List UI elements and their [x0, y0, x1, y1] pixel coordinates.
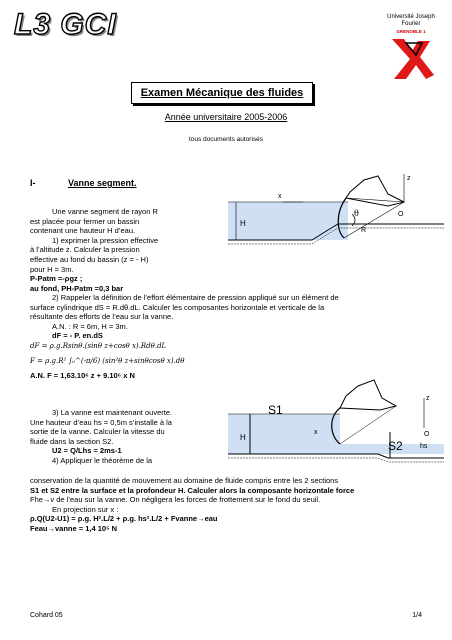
answer-3: U2 = Q/Lhs = 2ms-1 [52, 446, 122, 456]
question-1-line-4: pour H = 3m. [30, 264, 74, 274]
question-4-line-4: Fhe→v de l’eau sur la vanne. On négligera les forces de frottement sur le fond du seuil. [30, 495, 321, 505]
fig1-R-label: R [361, 227, 367, 234]
answer-2-formula-2: F = ρ.g.R² ∫₀^(-π/6) (sin²θ z+sinθcosθ x).dθ [30, 356, 185, 365]
section-title: Vanne segment. [68, 178, 137, 188]
fig1-theta-label: θ [354, 209, 359, 218]
answer-2-definition: dF = - P. en.dS [52, 331, 103, 341]
question-1-line-2: à l’altitude z. Calculer la pression [30, 245, 140, 255]
question-4-line-3: S1 et S2 entre la surface et la profondeur H. Calculer alors la composante horizontale force [30, 485, 355, 495]
footer-author: Cohard 05 [30, 612, 63, 619]
question-2-block [30, 293, 422, 381]
intro-paragraph [30, 207, 220, 293]
fig1-O-label: O [398, 211, 404, 218]
university-emblem-icon [386, 35, 436, 83]
university-name: Université Joseph Fourier [387, 14, 435, 27]
question-2-line-1: 2) Rappeler la définition de l’effort élémentaire de pression appliqué sur un élément de [52, 293, 339, 302]
fig2-x-label: x [314, 429, 318, 436]
answer-4-equation: ρ.Q(U2-U1) = ρ.g. H².L/2 + ρ.g. hs².L/2 + Fvanne→eau [30, 514, 218, 524]
documents-note: tous documents autorisés [188, 136, 264, 143]
answer-2-formula-1: dF = ρ.g.Rsinθ.(sinθ z+cosθ x).Rdθ.dL [30, 341, 167, 350]
fig2-S2-label: S2 [388, 439, 403, 453]
fig2-hs-label: hs [420, 443, 428, 450]
question-2-line-3: résultante des efforts de l’eau sur la vanne. [30, 312, 174, 322]
fig1-z-label: z [407, 175, 411, 182]
fig2-S1-label: S1 [268, 403, 283, 417]
fig2-O-label: O [424, 431, 430, 438]
question-3-line-3: sortie de la vanne. Calculer la vitesse du [30, 427, 165, 437]
course-logo: L3 GCI [14, 8, 117, 41]
question-1-line-1: 1) exprimer la pression effective [52, 235, 159, 245]
exam-title-box [131, 82, 313, 104]
fig2-z-label: z [426, 395, 430, 402]
question-3-line-2: Une hauteur d’eau hs = 0,5m s’installe à la [30, 417, 172, 427]
question-1-line-3: effective au fond du bassin (z = - H) [30, 254, 149, 264]
fig1-H-label: H [240, 219, 246, 228]
water-basin [228, 202, 348, 240]
question-3-block [30, 408, 230, 466]
question-3-line-1: 3) La vanne est maintenant ouverte. [52, 408, 173, 417]
question-3-line-4: fluide dans la section S2. [30, 436, 114, 446]
fig2-H-label: H [240, 433, 246, 442]
footer-page-number: 1/4 [412, 612, 422, 619]
exam-title: Examen Mécanique des fluides [140, 87, 304, 99]
academic-year: Année universitaire 2005-2006 [164, 112, 288, 122]
figure-gate-open [228, 378, 444, 470]
question-2-line-2: surface cylindrique dS = R.dθ.dL. Calculer les composantes horizontale et verticale de la [30, 302, 325, 312]
fig1-x-label: x [278, 193, 282, 200]
answer-4-result: Feau→vanne = 1,4 10⁵ N [30, 523, 118, 533]
intro-line-1: Une vanne segment de rayon R [52, 207, 158, 216]
university-logo [380, 14, 442, 86]
intro-line-2: est placée pour fermer un bassin [30, 216, 140, 226]
intro-line-3: contenant une hauteur H d’eau. [30, 226, 136, 236]
answer-1-line-2: au fond, PH-Patm =0,3 bar [30, 283, 124, 293]
question-4-line-1: 4) Appliquer le théorème de la [52, 455, 153, 465]
projection-note: En projection sur x : [52, 504, 119, 514]
question-4-block [30, 476, 422, 534]
university-subname: GRENOBLE 1 [396, 29, 426, 34]
section-heading [30, 178, 137, 188]
section-number: I- [30, 178, 36, 188]
numeric-data-1: A.N. : R = 6m, H = 3m. [52, 321, 128, 331]
question-4-line-2: conservation de la quantité de mouvement au domaine de fluide compris entre les 2 sections [30, 476, 339, 485]
answer-1-line-1: P-Patm =-ρgz ; [30, 274, 83, 284]
figure-gate-closed [228, 172, 444, 258]
answer-2-result: A.N. F = 1,63.10⁶ z + 9.10⁶ x N [30, 371, 135, 381]
